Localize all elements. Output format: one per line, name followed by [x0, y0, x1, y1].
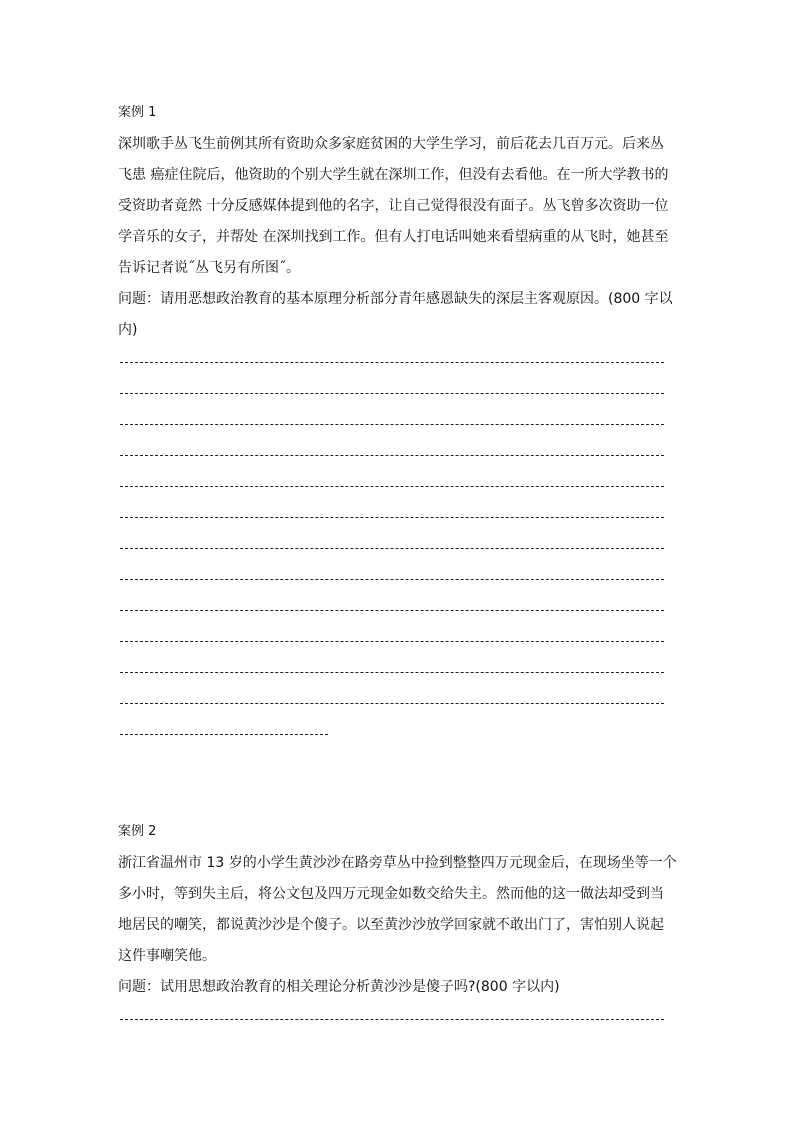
case-1-question-line: 问题：请用恶想政治教育的基本原理分析部分青年感恩缺失的深层主客观原因。(800 字以	[118, 291, 673, 307]
answer-line	[118, 568, 678, 599]
answer-line	[118, 537, 678, 568]
answer-line	[118, 630, 678, 661]
answer-line	[118, 599, 678, 630]
answer-line	[118, 413, 678, 444]
case-1-paragraph-line: 受资助者竟然 十分反感媒体提到他的名字，让自己觉得很没有面子。丛飞曾多次资助一位	[118, 198, 669, 214]
case-1-paragraph-line: 学音乐的女子，并帮处 在深圳找到工作。但有人打电话叫她来看望病重的从飞时，她甚至	[118, 229, 669, 245]
case-2-paragraph-line: 地居民的嘲笑，都说黄沙沙是个傻子。以至黄沙沙放学回家就不敢出门了，害怕别人说起	[118, 917, 664, 933]
case-1-paragraph-line: 深圳歌手丛飞生前例其所有资助众多家庭贫困的大学生学习，前后花去几百万元。后来丛	[118, 136, 664, 152]
answer-line	[118, 475, 678, 506]
case-1-section	[118, 103, 678, 754]
case-2-paragraph-line: 多小时，等到失主后，将公文包及四万元现金如数交给失主。然而他的这一做法却受到当	[118, 886, 664, 902]
case-1-paragraph-line: 飞患 癌症住院后，他资助的个别大学生就在深圳工作，但没有去看他。在一所大学教书的	[118, 167, 669, 183]
answer-line	[118, 692, 678, 723]
answer-line	[118, 382, 678, 413]
answer-line	[118, 661, 678, 692]
case-2-question-line: 问题：试用思想政治教育的相关理论分析黄沙沙是傻子吗?(800 字以内)	[118, 979, 560, 995]
answer-line	[118, 444, 678, 475]
answer-line	[118, 351, 678, 382]
case-1-title: 案例 1	[118, 105, 157, 120]
case-1-answer-lines	[118, 351, 678, 754]
answer-line	[118, 506, 678, 537]
case-1-question-line: 内)	[118, 322, 138, 338]
case-2-title: 案例 2	[118, 824, 157, 839]
answer-line	[118, 1008, 678, 1039]
case-2-answer-lines	[118, 1008, 678, 1039]
case-1-paragraph-line: 告诉记者说˝丛飞另有所图˝。	[118, 260, 300, 276]
case-2-section	[118, 822, 678, 1039]
case-2-paragraph-line: 这件事嘲笑他。	[118, 948, 216, 964]
answer-line-short	[118, 723, 678, 754]
case-2-paragraph-line: 浙江省温州市 13 岁的小学生黄沙沙在路旁草丛中捡到整整四万元现金后，在现场坐等一个	[118, 855, 677, 871]
